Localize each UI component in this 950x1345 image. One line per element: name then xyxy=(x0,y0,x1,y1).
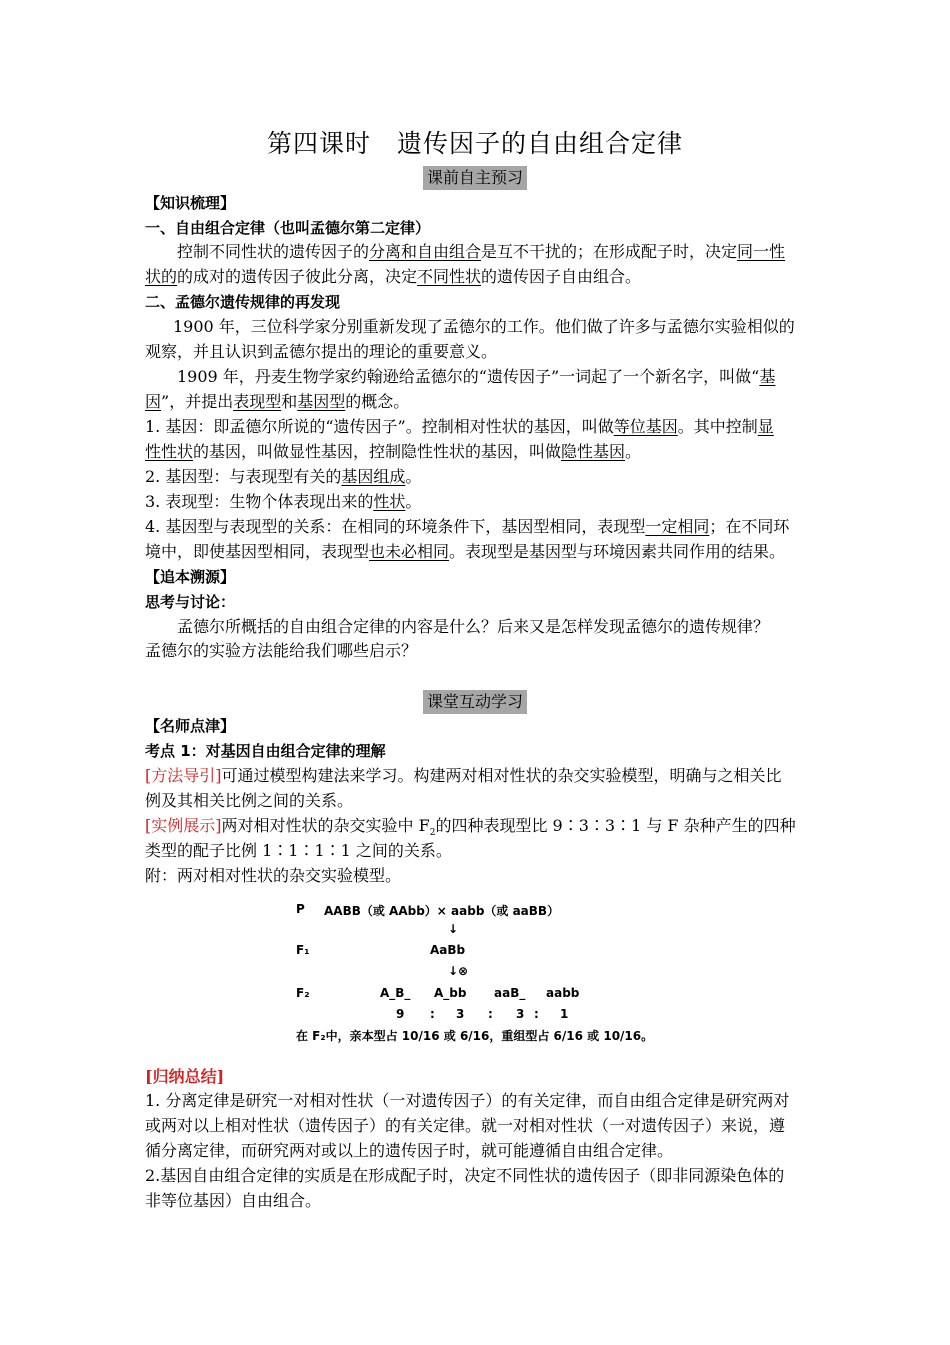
blank-answer: 性状 xyxy=(373,492,406,511)
paragraph-1900-line1: 1900 年，三位科学家分别重新发现了孟德尔的工作。他们做了许多与孟德尔实验相似的 xyxy=(173,317,795,336)
f1-genotype: AaBb xyxy=(430,943,466,957)
item-genotype: 2. 基因型：与表现型有关的基因组成。 xyxy=(145,467,422,486)
section-band-preview: 课前自主预习 xyxy=(423,166,527,190)
section-band-classroom: 课堂互动学习 xyxy=(423,690,527,714)
method-line1: [方法导引]可通过模型构建法来学习。构建两对相对性状的杂交实验模型，明确与之相关比 xyxy=(145,766,782,785)
item-phenotype: 3. 表现型：生物个体表现出来的性状。 xyxy=(145,492,422,511)
point1-heading: 考点 1：对基因自由组合定律的理解 xyxy=(145,742,386,760)
blank-answer: 基因型 xyxy=(297,392,346,411)
summary1-line1: 1. 分离定律是研究一对相对性状（一对遗传因子）的有关定律，而自由组合定律是研究两对 xyxy=(145,1091,790,1110)
teacher-heading: 【名师点津】 xyxy=(145,717,236,735)
paragraph-1909-line2: 因”，并提出表现型和基因型的概念。 xyxy=(145,392,410,411)
ratio-separator: : xyxy=(534,1007,539,1021)
p-cross-genotypes: AABB（或 AAbb）× aabb（或 aaBB） xyxy=(324,904,560,918)
f1-generation-label: F₁ xyxy=(296,943,310,957)
f2-ratio: 1 xyxy=(560,1007,569,1021)
summary2-line2: 非等位基因）自由组合。 xyxy=(145,1191,322,1210)
down-arrow-icon: ↓ xyxy=(448,922,459,936)
f2-ratio: 3 xyxy=(456,1007,465,1021)
ratio-separator: : xyxy=(488,1007,493,1021)
blank-answer: 隐性基因 xyxy=(561,442,626,461)
blank-answer: 分离和自由组合 xyxy=(369,242,482,261)
f2-note: 在 F₂中，亲本型占 10/16 或 6/16，重组型占 6/16 或 10/16。 xyxy=(296,1029,654,1043)
ratio-separator: : xyxy=(430,1007,435,1021)
paragraph-free-combination-1: 控制不同性状的遗传因子的分离和自由组合是互不干扰的；在形成配子时，决定同一性 xyxy=(177,242,786,261)
summary-tag: [归纳总结] xyxy=(145,1067,225,1086)
blank-answer: 性性状 xyxy=(145,442,194,461)
knowledge-heading: 【知识梳理】 xyxy=(145,194,236,212)
blank-answer: 因 xyxy=(145,392,162,411)
think-line1: 孟德尔所概括的自由组合定律的内容是什么？后来又是怎样发现孟德尔的遗传规律？ xyxy=(177,617,770,636)
blank-answer: 等位基因 xyxy=(613,417,678,436)
blank-answer: 一定相同 xyxy=(645,517,710,536)
f2-type: A_bb xyxy=(434,986,467,1000)
example-line1: [实例展示]两对相对性状的杂交实验中 $F_2$的四种表现型比 9∶3∶3∶1 与 F 杂种产生的四种 xyxy=(145,816,796,839)
paragraph-1909-line1: 1909 年，丹麦生物学家约翰逊给孟德尔的“遗传因子”一词起了一个新名字，叫做“基 xyxy=(177,367,776,386)
paragraph-1900-line2: 观察，并且认识到孟德尔提出的理论的重要意义。 xyxy=(145,342,498,361)
think-line2: 孟德尔的实验方法能给我们哪些启示？ xyxy=(145,641,418,660)
item-relation-line1: 4. 基因型与表现型的关系：在相同的环境条件下，基因型相同，表现型一定相同；在不同环 xyxy=(145,517,790,536)
selfing-arrow-icon: ↓⊗ xyxy=(448,964,469,978)
method-line2: 例及其相关比例之间的关系。 xyxy=(145,791,354,810)
blank-answer: 基因组成 xyxy=(341,467,406,486)
heading-rediscovery: 二、孟德尔遗传规律的再发现 xyxy=(145,293,341,311)
item-gene-line2: 性性状的基因，叫做显性基因，控制隐性性状的基因，叫做隐性基因。 xyxy=(145,442,642,461)
heading-free-combination: 一、自由组合定律（也叫孟德尔第二定律） xyxy=(145,219,431,237)
trace-heading: 【追本溯源】 xyxy=(145,568,236,586)
blank-answer: 不同性状 xyxy=(417,267,482,286)
f2-generation-label: F₂ xyxy=(296,986,310,1000)
think-heading: 思考与讨论： xyxy=(145,593,236,611)
paragraph-free-combination-2: 状的的成对的遗传因子彼此分离，决定不同性状的遗传因子自由组合。 xyxy=(145,267,642,286)
item-relation-line2: 境中，即使基因型相同，表现型也未必相同。表现型是基因型与环境因素共同作用的结果。 xyxy=(145,542,786,561)
blank-answer: 基 xyxy=(759,367,776,386)
summary1-line2: 或两对以上相对性状（遗传因子）的有关定律。就一对相对性状（一对遗传因子）来说，遵 xyxy=(145,1116,786,1135)
blank-answer: 表现型 xyxy=(233,392,282,411)
f2-type: aaB_ xyxy=(494,986,526,1000)
blank-answer: 显 xyxy=(757,417,774,436)
p-generation-label: P xyxy=(296,902,305,916)
lesson-title: 第四课时 遗传因子的自由组合定律 xyxy=(266,129,683,158)
f2-type: A_B_ xyxy=(380,986,411,1000)
blank-answer: 状的 xyxy=(145,267,178,286)
summary2-line1: 2.基因自由组合定律的实质是在形成配子时，决定不同性状的遗传因子（即非同源染色体的 xyxy=(145,1166,785,1185)
f2-ratio: 3 xyxy=(516,1007,525,1021)
blank-answer: 也未必相同 xyxy=(369,542,450,561)
f2-type: aabb xyxy=(546,986,580,1000)
blank-answer: 同一性 xyxy=(737,242,786,261)
method-tag: [方法导引] xyxy=(145,766,222,785)
item-gene-line1: 1. 基因：即孟德尔所说的“遗传因子”。控制相对性状的基因，叫做等位基因。其中控制显 xyxy=(145,417,774,436)
summary1-line3: 循分离定律，而研究两对或以上的遗传因子时，就可能遵循自由组合定律。 xyxy=(145,1141,674,1160)
example-line2: 类型的配子比例 1∶1∶1∶1 之间的关系。 xyxy=(145,841,452,860)
f2-ratio: 9 xyxy=(396,1007,405,1021)
example-tag: [实例展示] xyxy=(145,816,222,835)
appendix-line: 附：两对相对性状的杂交实验模型。 xyxy=(145,866,402,885)
